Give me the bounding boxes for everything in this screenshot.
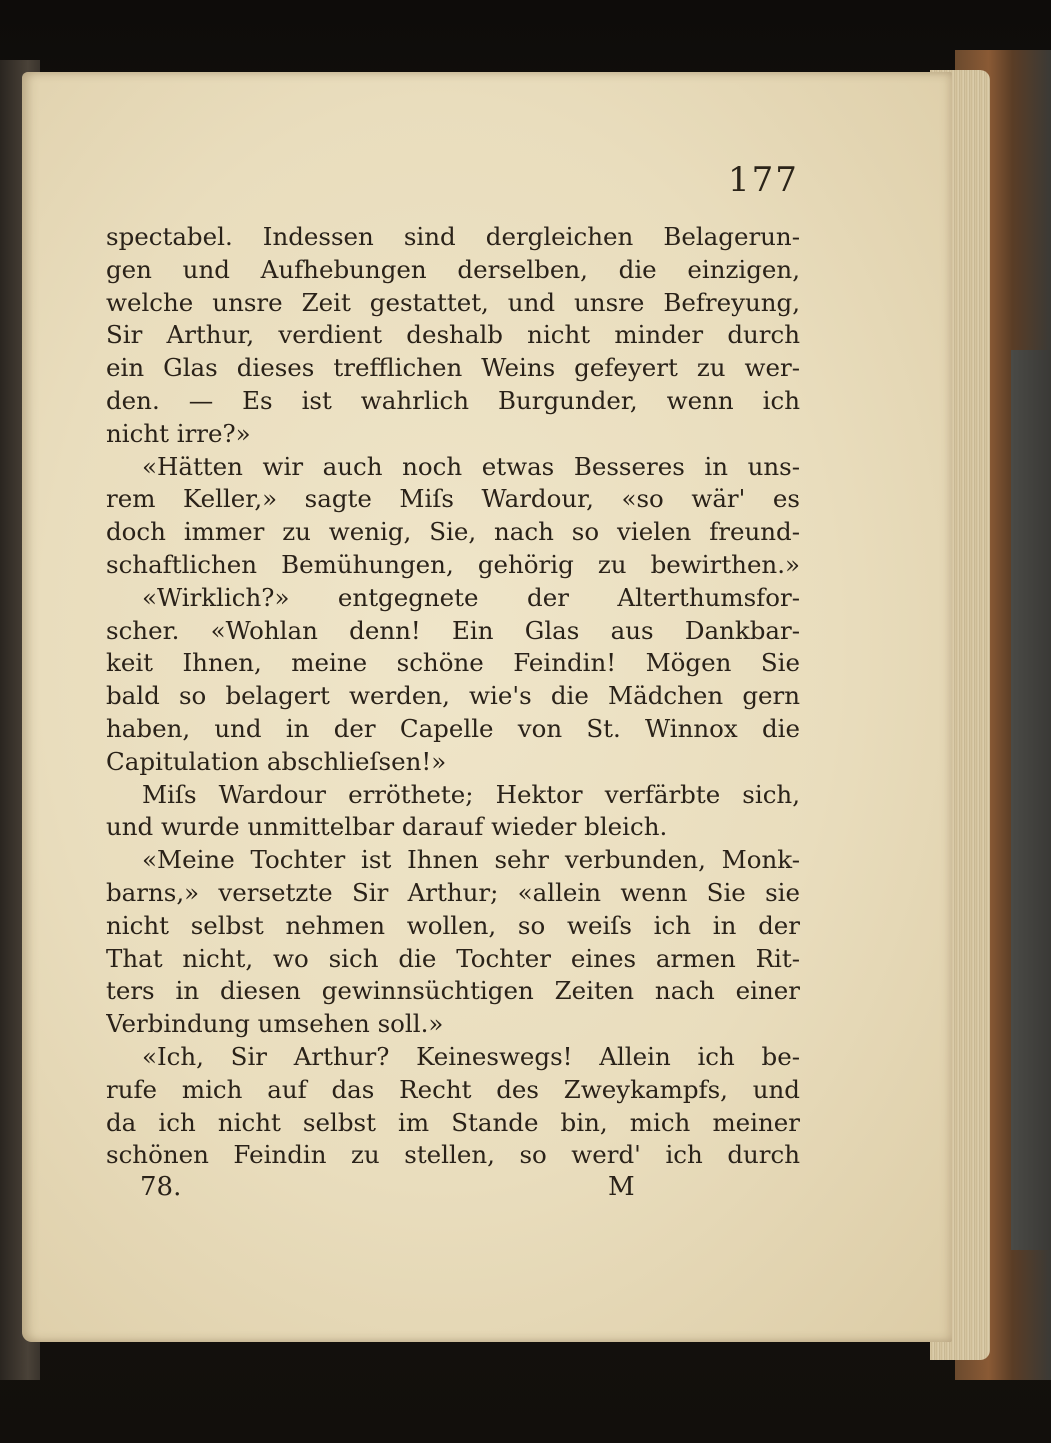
text-line: barns,» versetzte Sir Arthur; «allein wenn Sie sie: [106, 877, 800, 907]
text-line: rem Keller,» sagte Miſs Wardour, «so wär' es: [106, 484, 800, 514]
text-line: «Hätten wir auch noch etwas Besseres in uns-: [142, 451, 800, 481]
signature-number: 78.: [140, 1172, 182, 1202]
page-text: [106, 221, 800, 1172]
text-line: schaftlichen Bemühungen, gehörig zu bewirthen.»: [106, 549, 800, 579]
text-line: That nicht, wo sich die Tochter eines armen Rit-: [106, 943, 800, 973]
text-line: und wurde unmittelbar darauf wieder bleich.: [106, 812, 668, 842]
text-line: gen und Aufhebungen derselben, die einzigen,: [106, 254, 800, 284]
text-line: «Wirklich?» entgegnete der Alterthumsfor-: [142, 582, 800, 612]
signature-letter: M: [608, 1172, 635, 1202]
text-line: Verbindung umsehen soll.»: [106, 1009, 444, 1039]
text-line: rufe mich auf das Recht des Zweykampfs, und: [106, 1074, 800, 1104]
text-line: schönen Feindin zu stellen, so werd' ich durch: [106, 1140, 800, 1170]
text-line: scher. «Wohlan denn! Ein Glas aus Dankbar-: [106, 615, 800, 645]
text-line: da ich nicht selbst im Stande bin, mich meiner: [106, 1107, 800, 1137]
page-number: 177: [728, 160, 799, 200]
text-line: keit Ihnen, meine schöne Feindin! Mögen Sie: [106, 648, 800, 678]
text-line: bald so belagert werden, wie's die Mädchen gern: [106, 681, 800, 711]
text-line: ters in diesen gewinnsüchtigen Zeiten nach einer: [106, 976, 800, 1006]
text-line: «Ich, Sir Arthur? Keineswegs! Allein ich be-: [142, 1041, 800, 1071]
text-line: den. — Es ist wahrlich Burgunder, wenn ich: [106, 385, 800, 415]
text-line: nicht irre?»: [106, 418, 251, 448]
page-footer: [0, 1172, 1051, 1208]
text-line: nicht selbst nehmen wollen, so weiſs ich in der: [106, 910, 800, 940]
text-line: Miſs Wardour erröthete; Hektor verfärbte sich,: [142, 779, 800, 809]
text-line: welche unsre Zeit gestattet, und unsre Befreyung,: [106, 287, 800, 317]
text-line: haben, und in der Capelle von St. Winnox die: [106, 713, 800, 743]
text-line: spectabel. Indessen sind dergleichen Belagerun-: [106, 222, 800, 251]
text-line: «Meine Tochter ist Ihnen sehr verbunden, Monk-: [142, 845, 800, 875]
text-line: doch immer zu wenig, Sie, nach so vielen freund-: [106, 517, 800, 547]
text-line: Sir Arthur, verdient deshalb nicht minder durch: [106, 320, 800, 350]
text-line: ein Glas dieses trefflichen Weins gefeyert zu wer-: [106, 353, 800, 383]
text-line: Capitulation abschlieſsen!»: [106, 746, 447, 776]
